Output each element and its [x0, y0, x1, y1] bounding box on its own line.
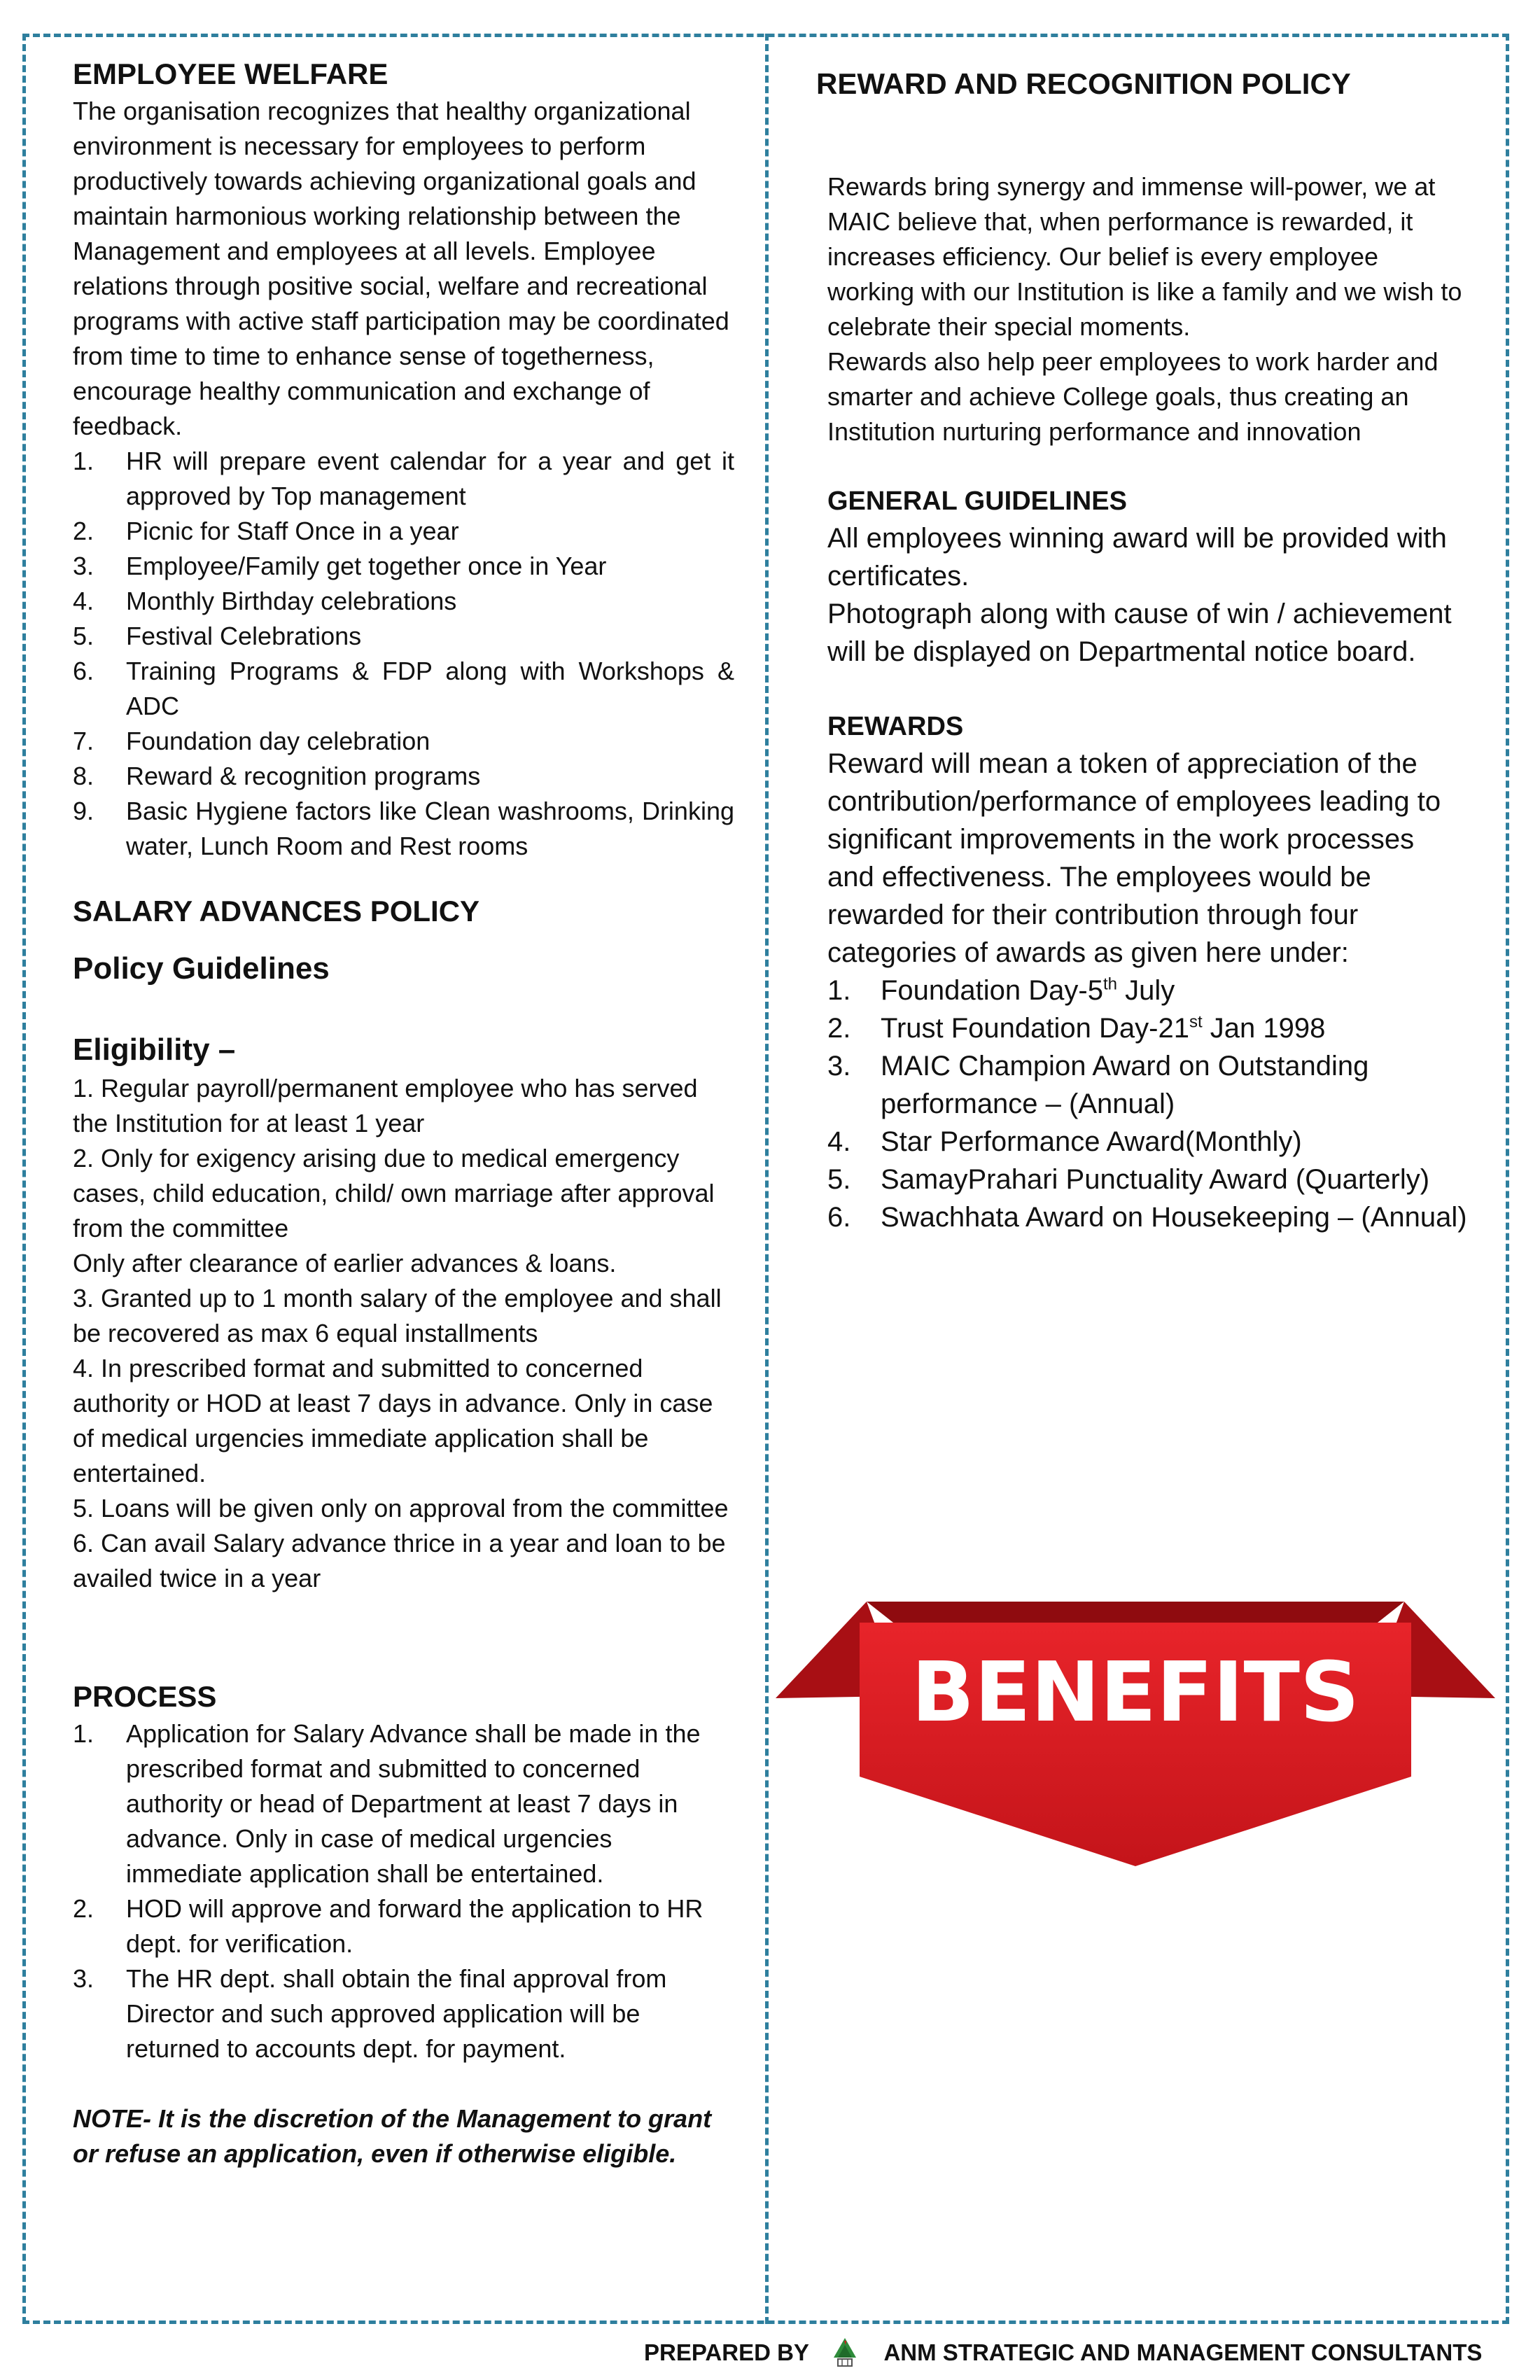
list-item: 1. HR will prepare event calendar for a year and get it approved by Top management — [73, 447, 734, 510]
banner-text: BENEFITS — [911, 1644, 1359, 1740]
list-item: 1. Application for Salary Advance shall be made in the prescribed format and submitted to concerned authority or head of Department at least 7 days in advance. Only in case of medical urgencies immediate application shall be entertained. — [73, 1719, 701, 1888]
benefits-banner — [776, 1602, 1495, 1868]
anm-logo-icon — [825, 2337, 864, 2369]
reward-paragraph: Rewards bring synergy and immense will-power, we at MAIC believe that, when performance is rewarded, it increases efficiency. Our belief is every employee working with our Institution is like a family and we wish to celebrate their special moments. — [827, 172, 1462, 341]
list-item: 4. In prescribed format and submitted to concerned authority or HOD at least 7 days in advance. Only in case of medical urgencies immediate application shall be entertained. — [73, 1354, 713, 1488]
list-item: 3. Employee/Family get together once in Year — [73, 552, 607, 580]
guideline-line: All employees winning award will be provided with certificates. — [827, 523, 1447, 592]
guideline-line: Photograph along with cause of win / achievement will be displayed on Departmental notice board. — [827, 598, 1452, 667]
list-item: 3. MAIC Champion Award on Outstanding performance – (Annual) — [827, 1051, 1369, 1119]
list-item: 6. Can avail Salary advance thrice in a year and loan to be availed twice in a year — [73, 1529, 726, 1592]
list-item: 7. Foundation day celebration — [73, 727, 430, 755]
list-item: 4. Star Performance Award(Monthly) — [827, 1126, 1302, 1157]
list-item: 4. Monthly Birthday celebrations — [73, 587, 457, 615]
list-item: 2. Only for exigency arising due to medical emergency cases, child education, child/ own marriage after approval from the committee — [73, 1144, 715, 1242]
footer — [644, 2337, 1505, 2369]
awards-list — [827, 972, 1467, 1236]
list-item: 8. Reward & recognition programs — [73, 762, 481, 790]
list-item: 5. Festival Celebrations — [73, 622, 362, 650]
right-column — [816, 64, 1467, 1236]
rewards-heading: REWARDS — [827, 712, 964, 741]
general-guidelines-heading: GENERAL GUIDELINES — [827, 486, 1127, 516]
reward-paragraph: Rewards also help peer employees to work harder and smarter and achieve College goals, thus creating an Institution nurturing performance and innovation — [827, 347, 1438, 446]
list-item: 2. HOD will approve and forward the application to HR dept. for verification. — [73, 1894, 704, 1958]
list-item: 3. The HR dept. shall obtain the final approval from Director and such approved application will be returned to accounts dept. for payment. — [73, 1964, 667, 2063]
reward-policy-heading: REWARD AND RECOGNITION POLICY — [816, 67, 1351, 100]
list-item: 1. Foundation Day-5th July — [827, 974, 1175, 1006]
policy-guidelines-heading: Policy Guidelines — [73, 951, 330, 986]
left-column — [73, 55, 734, 2171]
prepared-by-label: PREPARED BY — [644, 2339, 809, 2365]
process-list — [73, 1716, 734, 2066]
list-item: 9. Basic Hygiene factors like Clean washrooms, Drinking water, Lunch Room and Rest rooms — [73, 797, 734, 860]
salary-advances-heading: SALARY ADVANCES POLICY — [73, 895, 480, 927]
welfare-intro: The organisation recognizes that healthy organizational environment is necessary for employees to perform productively towards achieving organizational goals and maintain harmonious working relationship between the Management and employees at all levels. Employee relations through positive social, welfare and recreational programs with active staff participation may be coordinated from time to time to enhance sense of togetherness, encourage healthy communication and exchange of feedback. — [73, 97, 729, 440]
employee-welfare-heading: EMPLOYEE WELFARE — [73, 57, 388, 90]
list-item: Only after clearance of earlier advances & loans. — [73, 1249, 617, 1278]
list-item: 1. Regular payroll/permanent employee who has served the Institution for at least 1 year — [73, 1074, 698, 1138]
process-heading: PROCESS — [73, 1680, 217, 1713]
list-item: 2. Picnic for Staff Once in a year — [73, 517, 459, 545]
eligibility-heading: Eligibility – — [73, 1032, 236, 1067]
list-item: 5. SamayPrahari Punctuality Award (Quarterly) — [827, 1164, 1430, 1195]
note: NOTE- It is the discretion of the Management to grant or refuse an application, even if otherwise eligible. — [73, 2104, 712, 2168]
welfare-list — [73, 444, 734, 864]
list-item: 6. Training Programs & FDP along with Workshops & ADC — [73, 657, 734, 720]
list-item: 3. Granted up to 1 month salary of the employee and shall be recovered as max 6 equal installments — [73, 1284, 722, 1348]
column-divider — [765, 34, 769, 2324]
eligibility-list — [73, 1071, 734, 1596]
list-item: 2. Trust Foundation Day-21st Jan 1998 — [827, 1012, 1326, 1044]
list-item: 5. Loans will be given only on approval from the committee — [73, 1494, 729, 1522]
list-item: 6. Swachhata Award on Housekeeping – (Annual) — [827, 1202, 1467, 1233]
company-name: ANM STRATEGIC AND MANAGEMENT CONSULTANTS — [883, 2339, 1483, 2365]
rewards-paragraph: Reward will mean a token of appreciation of the contribution/performance of employees leading to significant improvements in the work processes and effectiveness. The employees would be rewarded for their contribution through four categories of awards as given here under: — [827, 748, 1441, 968]
